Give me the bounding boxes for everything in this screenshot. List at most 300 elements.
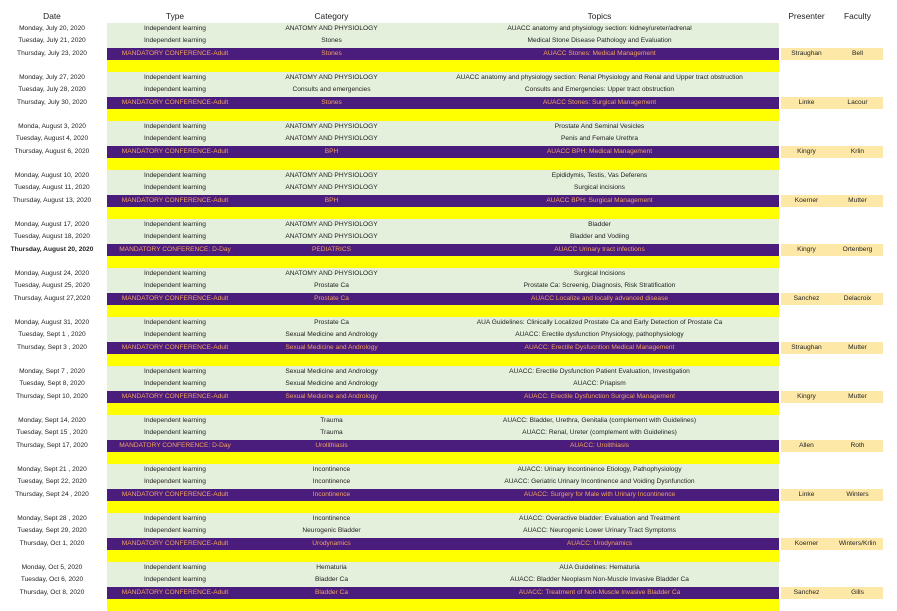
cell-date: Thursday, Sept 10, 2020 [16, 392, 88, 400]
cell-topic: Bladder and Vodiing [420, 231, 779, 243]
cell-presenter: Kingry [781, 146, 832, 158]
separator-row [0, 403, 883, 415]
cell-type: MANDATORY CONFERENCE-Adult [107, 146, 243, 158]
cell-category: ANATOMY AND PHYSIOLOGY [243, 231, 420, 243]
cell-faculty [832, 574, 883, 586]
separator-cell [781, 599, 832, 611]
conference-row [0, 391, 883, 403]
cell-category: Sexual Medicine and Andrology [243, 391, 420, 403]
separator-cell [243, 256, 420, 268]
cell-faculty [832, 329, 883, 341]
cell-faculty [832, 133, 883, 145]
cell-topic: Penis and Female Urethra [420, 133, 779, 145]
cell-type: Independent learning [107, 84, 243, 96]
cell-category: Sexual Medicine and Andrology [243, 342, 420, 354]
cell-topic: AUACC: Surgery for Male with Urinary Incontinence [420, 489, 779, 501]
separator-cell [781, 501, 832, 513]
cell-type: MANDATORY CONFERENCE-Adult [107, 97, 243, 109]
conference-row [0, 440, 883, 452]
cell-presenter [781, 378, 832, 390]
cell-date: Tuesday, August 4, 2020 [15, 135, 89, 143]
cell-date: Thursday, July 30, 2020 [17, 98, 87, 106]
cell-date: Thursday, August 6, 2020 [14, 147, 90, 155]
separator-cell [107, 452, 243, 464]
cell-type: Independent learning [107, 72, 243, 84]
separator-row [0, 452, 883, 464]
cell-category: PEDIATRICS [243, 244, 420, 256]
separator-cell [832, 403, 883, 415]
separator-cell [832, 207, 883, 219]
table-row [0, 23, 883, 35]
cell-topic: Surgical Incisions [420, 268, 779, 280]
cell-faculty: Mutter [832, 195, 883, 207]
cell-date: Monday, August 24, 2020 [14, 270, 90, 277]
cell-category: Sexual Medicine and Andrology [243, 378, 420, 390]
cell-category: Incontinence [243, 476, 420, 488]
table-row [0, 84, 883, 96]
separator-cell [0, 501, 104, 513]
cell-faculty [832, 182, 883, 194]
cell-category: Hematuria [243, 562, 420, 574]
cell-type: Independent learning [107, 378, 243, 390]
separator-cell [107, 501, 243, 513]
cell-category: ANATOMY AND PHYSIOLOGY [243, 72, 420, 84]
table-row [0, 427, 883, 439]
cell-topic: AUACC Localize and locally advanced disease [420, 293, 779, 305]
cell-presenter [781, 525, 832, 537]
cell-faculty [832, 464, 883, 476]
separator-row [0, 60, 883, 72]
cell-faculty: Ortenberg [832, 244, 883, 256]
schedule-table [0, 9, 883, 611]
cell-faculty [832, 35, 883, 47]
cell-faculty [832, 219, 883, 231]
cell-type: Independent learning [107, 525, 243, 537]
cell-faculty [832, 476, 883, 488]
cell-presenter [781, 84, 832, 96]
table-row [0, 317, 883, 329]
cell-faculty: Mutter [832, 391, 883, 403]
cell-presenter [781, 231, 832, 243]
separator-cell [781, 207, 832, 219]
cell-topic: AUACC: Priapism [420, 378, 779, 390]
cell-category: Urodynamics [243, 538, 420, 550]
cell-topic: AUACC BPH: Medical Management [420, 146, 779, 158]
cell-category: ANATOMY AND PHYSIOLOGY [243, 170, 420, 182]
cell-topic: AUACC: Urinary Incontinence Etiology, Pathophysiology [420, 464, 779, 476]
cell-topic: AUACC: Neurogenic Lower Urinary Tract Symptoms [420, 525, 779, 537]
table-row [0, 268, 883, 280]
cell-date: Thursday, July 23, 2020 [17, 49, 87, 57]
cell-date: Tuesday, Sept 1 , 2020 [18, 331, 86, 339]
cell-topic: Prostate Ca: Screenig, Diagnosis, Risk Stratification [420, 280, 779, 292]
header-date: Date [43, 11, 61, 21]
table-row [0, 329, 883, 341]
cell-faculty [832, 378, 883, 390]
cell-topic: AUACC: Geriatric Urinary Incontinence and Voiding Dysnfunction [420, 476, 779, 488]
cell-category: Bladder Ca [243, 574, 420, 586]
cell-presenter: Koerner [781, 195, 832, 207]
cell-presenter: Straughan [781, 48, 832, 60]
cell-type: MANDATORY CONFERENCE: D-Day [107, 440, 243, 452]
cell-topic: AUACC: Overactive bladder: Evaluation and Treatment [420, 513, 779, 525]
cell-presenter [781, 121, 832, 133]
cell-presenter: Kingry [781, 391, 832, 403]
cell-faculty: Gills [832, 587, 883, 599]
cell-faculty [832, 513, 883, 525]
separator-cell [832, 305, 883, 317]
cell-type: Independent learning [107, 133, 243, 145]
cell-presenter [781, 72, 832, 84]
separator-cell [107, 599, 243, 611]
separator-cell [0, 207, 104, 219]
separator-row [0, 550, 883, 562]
cell-type: MANDATORY CONFERENCE-Adult [107, 489, 243, 501]
cell-date: Tuesday, Sept 22, 2020 [17, 478, 87, 486]
cell-presenter [781, 317, 832, 329]
separator-cell [107, 403, 243, 415]
separator-row [0, 599, 883, 611]
separator-cell [0, 354, 104, 366]
separator-cell [0, 256, 104, 268]
cell-topic: AUACC anatomy and physiology section: kidney/ureter/adrenal [420, 23, 779, 35]
cell-faculty [832, 280, 883, 292]
cell-date: Monday, August 31, 2020 [14, 319, 90, 326]
cell-date: Monday, Sept 28 , 2020 [17, 515, 87, 522]
cell-category: Urolithiasis [243, 440, 420, 452]
cell-category: BPH [243, 195, 420, 207]
cell-faculty: Winters/Krlin [832, 538, 883, 550]
cell-faculty: Winters [832, 489, 883, 501]
cell-date: Thursday, August 27,2020 [13, 294, 91, 302]
cell-category: ANATOMY AND PHYSIOLOGY [243, 23, 420, 35]
cell-faculty [832, 415, 883, 427]
conference-row [0, 146, 883, 158]
cell-type: Independent learning [107, 23, 243, 35]
separator-cell [420, 305, 779, 317]
cell-presenter: Straughan [781, 342, 832, 354]
cell-category: Incontinence [243, 489, 420, 501]
cell-faculty [832, 84, 883, 96]
cell-topic: AUACC Stones: Medical Management [420, 48, 779, 60]
cell-type: MANDATORY CONFERENCE-Adult [107, 48, 243, 60]
cell-faculty: Mutter [832, 342, 883, 354]
cell-presenter: Sanchez [781, 293, 832, 305]
table-row [0, 378, 883, 390]
cell-presenter: Koerner [781, 538, 832, 550]
table-row [0, 562, 883, 574]
separator-cell [781, 109, 832, 121]
cell-type: Independent learning [107, 476, 243, 488]
cell-presenter [781, 562, 832, 574]
cell-date: Thursday, August 13, 2020 [12, 196, 92, 204]
conference-row [0, 97, 883, 109]
cell-type: Independent learning [107, 329, 243, 341]
cell-type: Independent learning [107, 268, 243, 280]
cell-date: Tuesday, Sept 8, 2020 [19, 380, 85, 388]
header-faculty: Faculty [844, 11, 871, 21]
cell-presenter [781, 366, 832, 378]
table-row [0, 170, 883, 182]
separator-cell [0, 158, 104, 170]
cell-topic: AUA Guidelines: Hematuria [420, 562, 779, 574]
separator-cell [420, 452, 779, 464]
separator-row [0, 207, 883, 219]
cell-topic: AUACC: Bladder Neoplasm Non-Muscle Invasive Bladder Ca [420, 574, 779, 586]
conference-row [0, 538, 883, 550]
conference-row [0, 244, 883, 256]
cell-type: MANDATORY CONFERENCE-Adult [107, 293, 243, 305]
cell-date: Tuesday, August 25, 2020 [14, 282, 90, 290]
cell-topic: AUACC: Bladder, Urethra, Genitalia (complement with Guidelines) [420, 415, 779, 427]
cell-type: MANDATORY CONFERENCE-Adult [107, 195, 243, 207]
table-row [0, 366, 883, 378]
cell-type: Independent learning [107, 121, 243, 133]
cell-presenter [781, 427, 832, 439]
separator-cell [0, 305, 104, 317]
separator-cell [243, 599, 420, 611]
table-row [0, 525, 883, 537]
separator-cell [0, 109, 104, 121]
cell-type: Independent learning [107, 231, 243, 243]
table-row [0, 133, 883, 145]
cell-category: Sexual Medicine and Andrology [243, 366, 420, 378]
table-body [0, 23, 883, 611]
cell-presenter [781, 170, 832, 182]
cell-type: MANDATORY CONFERENCE-Adult [107, 587, 243, 599]
cell-category: Prostate Ca [243, 293, 420, 305]
separator-cell [243, 501, 420, 513]
separator-row [0, 305, 883, 317]
conference-row [0, 342, 883, 354]
cell-date: Tuesday, August 11, 2020 [14, 184, 90, 192]
cell-date: Monday, Oct 5, 2020 [21, 564, 83, 571]
table-row [0, 231, 883, 243]
cell-type: MANDATORY CONFERENCE-Adult [107, 342, 243, 354]
cell-faculty [832, 562, 883, 574]
separator-cell [107, 354, 243, 366]
conference-row [0, 195, 883, 207]
cell-type: Independent learning [107, 35, 243, 47]
table-row [0, 513, 883, 525]
separator-cell [107, 60, 243, 72]
separator-cell [107, 109, 243, 121]
cell-category: ANATOMY AND PHYSIOLOGY [243, 268, 420, 280]
cell-category: ANATOMY AND PHYSIOLOGY [243, 219, 420, 231]
separator-row [0, 354, 883, 366]
separator-cell [107, 207, 243, 219]
cell-category: Incontinence [243, 513, 420, 525]
separator-cell [832, 354, 883, 366]
cell-topic: Consults and Emergencies: Upper tract obstruction [420, 84, 779, 96]
cell-topic: Epididymis, Testis, Vas Deferens [420, 170, 779, 182]
cell-date: Monday, Sept 7 , 2020 [19, 368, 85, 375]
cell-date: Tuesday, Sept 15 , 2020 [16, 429, 88, 437]
separator-cell [0, 403, 104, 415]
separator-cell [420, 207, 779, 219]
cell-type: Independent learning [107, 562, 243, 574]
separator-cell [420, 60, 779, 72]
cell-category: Consults and emergencies [243, 84, 420, 96]
cell-date: Thursday, Oct 1, 2020 [19, 539, 85, 547]
separator-cell [781, 403, 832, 415]
separator-cell [243, 403, 420, 415]
conference-row [0, 489, 883, 501]
cell-presenter: Allen [781, 440, 832, 452]
cell-date: Thursday, Sept 17, 2020 [16, 441, 88, 449]
cell-category: Incontinence [243, 464, 420, 476]
cell-faculty [832, 231, 883, 243]
separator-cell [243, 452, 420, 464]
cell-faculty: Krlin [832, 146, 883, 158]
cell-topic: Medical Stone Disease Pathology and Evaluation [420, 35, 779, 47]
separator-cell [832, 501, 883, 513]
separator-cell [781, 60, 832, 72]
cell-faculty [832, 366, 883, 378]
cell-category: ANATOMY AND PHYSIOLOGY [243, 121, 420, 133]
separator-cell [781, 354, 832, 366]
cell-category: BPH [243, 146, 420, 158]
cell-topic: AUACC BPH: Surgical Management [420, 195, 779, 207]
cell-category: Stones [243, 97, 420, 109]
separator-cell [781, 452, 832, 464]
table-row [0, 476, 883, 488]
cell-type: MANDATORY CONFERENCE-Adult [107, 538, 243, 550]
separator-row [0, 158, 883, 170]
header-topics: Topics [587, 11, 612, 21]
table-row [0, 219, 883, 231]
separator-cell [420, 158, 779, 170]
cell-topic: AUACC: Urodynamics [420, 538, 779, 550]
cell-presenter [781, 464, 832, 476]
cell-date: Thursday, Oct 8, 2020 [19, 588, 85, 596]
separator-cell [832, 158, 883, 170]
separator-cell [0, 599, 104, 611]
cell-faculty: Delacroix [832, 293, 883, 305]
cell-presenter [781, 182, 832, 194]
cell-type: Independent learning [107, 280, 243, 292]
conference-row [0, 587, 883, 599]
separator-cell [107, 305, 243, 317]
separator-cell [832, 60, 883, 72]
cell-category: Stones [243, 35, 420, 47]
separator-cell [0, 550, 104, 562]
table-row [0, 574, 883, 586]
header-row [0, 9, 883, 23]
separator-cell [420, 403, 779, 415]
cell-date: Tuesday, Sept 29, 2020 [17, 527, 87, 535]
separator-cell [420, 599, 779, 611]
cell-presenter: Linke [781, 489, 832, 501]
separator-cell [243, 305, 420, 317]
cell-presenter [781, 133, 832, 145]
table-row [0, 464, 883, 476]
cell-presenter [781, 513, 832, 525]
separator-cell [420, 109, 779, 121]
cell-topic: AUACC: Treatment of Non-Muscle Invasive Bladder Ca [420, 587, 779, 599]
cell-type: Independent learning [107, 415, 243, 427]
separator-cell [832, 452, 883, 464]
cell-date: Monday, Sept 14, 2020 [18, 417, 86, 424]
separator-cell [243, 207, 420, 219]
cell-faculty [832, 427, 883, 439]
cell-type: MANDATORY CONFERENCE-Adult [107, 391, 243, 403]
cell-date: Tuesday, July 21, 2020 [18, 37, 86, 45]
separator-cell [243, 60, 420, 72]
separator-cell [832, 599, 883, 611]
cell-category: Stones [243, 48, 420, 60]
cell-presenter [781, 23, 832, 35]
separator-cell [420, 256, 779, 268]
cell-faculty: Lacour [832, 97, 883, 109]
cell-type: Independent learning [107, 427, 243, 439]
cell-faculty [832, 23, 883, 35]
cell-category: Prostate Ca [243, 280, 420, 292]
cell-faculty [832, 121, 883, 133]
cell-date: Thursday, August 20, 2020 [10, 245, 94, 253]
cell-presenter [781, 415, 832, 427]
separator-row [0, 501, 883, 513]
cell-topic: AUACC: Urolithiasis [420, 440, 779, 452]
cell-type: MANDATORY CONFERENCE: D-Day [107, 244, 243, 256]
cell-date: Monday, Sept 21 , 2020 [17, 466, 87, 473]
separator-row [0, 109, 883, 121]
cell-topic: AUACC: Erectile Dysfunction Patient Evaluation, Investigation [420, 366, 779, 378]
cell-date: Monda, August 3, 2020 [18, 123, 86, 130]
cell-topic: AUACC: Renal, Ureter (complement with Guidelines) [420, 427, 779, 439]
cell-presenter [781, 35, 832, 47]
conference-row [0, 48, 883, 60]
cell-faculty [832, 317, 883, 329]
cell-type: Independent learning [107, 182, 243, 194]
header-type: Type [165, 11, 185, 21]
header-category: Category [314, 11, 349, 21]
separator-cell [781, 158, 832, 170]
cell-type: Independent learning [107, 317, 243, 329]
separator-cell [0, 60, 104, 72]
cell-type: Independent learning [107, 366, 243, 378]
separator-cell [420, 550, 779, 562]
cell-presenter: Sanchez [781, 587, 832, 599]
cell-presenter [781, 219, 832, 231]
table-row [0, 182, 883, 194]
cell-faculty: Bell [832, 48, 883, 60]
cell-type: Independent learning [107, 513, 243, 525]
cell-presenter [781, 329, 832, 341]
cell-topic: AUACC Stones: Surgical Management [420, 97, 779, 109]
separator-cell [832, 550, 883, 562]
cell-category: Neurogenic Bladder [243, 525, 420, 537]
table-row [0, 121, 883, 133]
separator-cell [781, 305, 832, 317]
cell-presenter: Kingry [781, 244, 832, 256]
cell-faculty: Roth [832, 440, 883, 452]
cell-type: Independent learning [107, 170, 243, 182]
cell-type: Independent learning [107, 574, 243, 586]
cell-topic: Surgical incisions [420, 182, 779, 194]
separator-cell [420, 354, 779, 366]
cell-date: Monday, August 17, 2020 [14, 221, 90, 228]
cell-category: Trauma [243, 427, 420, 439]
cell-type: Independent learning [107, 219, 243, 231]
cell-category: Prostate Ca [243, 317, 420, 329]
cell-topic: AUACC anatomy and physiology section: Renal Physiology and Renal and Upper tract obstruction [420, 72, 779, 84]
cell-date: Monday, July 20, 2020 [19, 25, 85, 32]
cell-date: Thursday, Sept 3 , 2020 [17, 343, 87, 351]
cell-topic: AUA Guidelines: Clinically Localized Prostate Ca and Early Detection of Prostate Ca [420, 317, 779, 329]
cell-date: Tuesday, Oct 6, 2020 [20, 576, 84, 584]
cell-topic: AUACC: Erectile dysfunction Physiology, pathophysiology [420, 329, 779, 341]
